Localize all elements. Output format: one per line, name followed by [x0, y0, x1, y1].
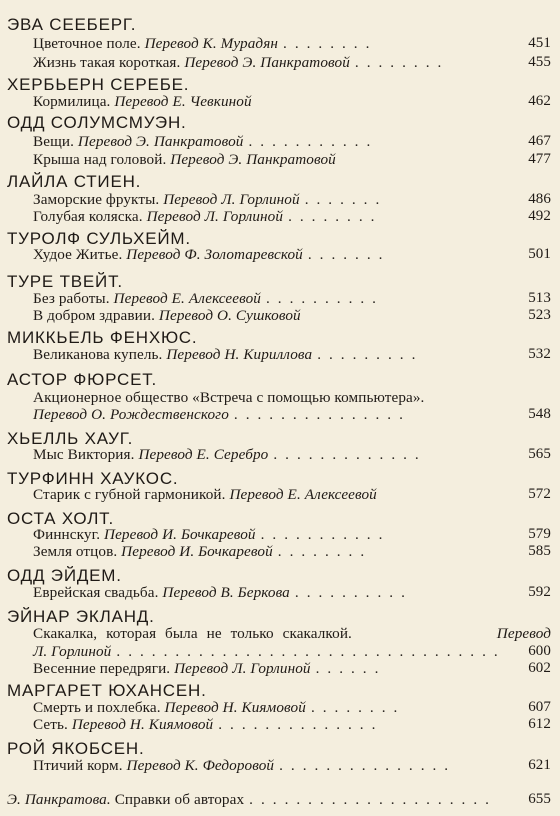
entry-title: Смерть и похлебка. — [33, 699, 161, 716]
leader-dots: ........ — [288, 208, 383, 225]
author-heading: ТУРЕ ТВЕЙТ. — [7, 272, 123, 291]
entry-title: Худое Житье. — [33, 246, 123, 263]
entry-title: Заморские фрукты. — [33, 191, 160, 208]
page-number: 451 — [528, 35, 551, 51]
leader-dots: ............... — [279, 757, 457, 774]
leader-dots: .............. — [218, 716, 384, 733]
leader-dots: ....... — [304, 191, 388, 208]
page-number: 532 — [528, 346, 551, 362]
entry-translator: Перевод Е. Алексеевой — [229, 486, 377, 503]
page-number: 602 — [528, 660, 551, 676]
toc-entry — [33, 34, 551, 53]
entry-title: Земля отцов. — [33, 543, 118, 560]
entry-translator: Перевод О. Рождественского — [33, 406, 229, 423]
author-heading: ТУРОЛФ СУЛЬХЕЙМ. — [7, 229, 191, 248]
toc-entry — [33, 345, 551, 364]
page-number: 455 — [528, 54, 551, 70]
entry-title: Еврейская свадьба. — [33, 584, 159, 601]
leader-dots: ................................. — [116, 643, 506, 660]
toc-entry — [33, 132, 551, 151]
entry-translator: Перевод О. Сушковой — [158, 307, 301, 324]
leader-dots: ........ — [277, 543, 373, 560]
entry-translator: Перевод Л. Горлиной — [146, 208, 284, 225]
entry-title: Крыша над головой. — [33, 151, 167, 168]
toc-entry — [33, 306, 551, 325]
author-heading: ОДД СОЛУМСМУЭН. — [7, 113, 187, 132]
entry-title: В добром здравии. — [33, 307, 155, 324]
author-heading: МИККЬЕЛЬ ФЕНХЮС. — [7, 328, 198, 347]
entry-translator: Перевод Э. Панкратовой — [170, 151, 336, 168]
leader-dots: ........ — [310, 699, 406, 716]
entry-translator: Перевод К. Мурадян — [144, 35, 279, 52]
leader-dots: ...... — [315, 660, 387, 677]
toc-entry — [33, 445, 551, 464]
entry-translator: Перевод Е. Чевкиной — [114, 93, 252, 110]
leader-dots: ........... — [260, 526, 391, 543]
entry-translator: Перевод Н. Киямовой — [164, 699, 306, 716]
author-heading: АСТОР ФЮРСЕТ. — [7, 370, 158, 389]
entry-translator: Перевод Н. Кириллова — [166, 346, 313, 363]
page-number: 579 — [528, 526, 551, 542]
author-heading: ТУРФИНН ХАУКОС. — [7, 469, 179, 488]
entry-title: Скакалка, которая была не только скакалкой. — [33, 625, 352, 642]
toc-entry — [33, 207, 551, 226]
toc-entry — [33, 542, 551, 561]
entry-translator: Перевод — [496, 625, 551, 642]
author-heading: ОСТА ХОЛТ. — [7, 509, 115, 528]
entry-title: Справки об авторах — [114, 791, 245, 808]
page-number: 585 — [528, 543, 551, 559]
page-number: 655 — [528, 791, 551, 807]
entry-title: Жизнь такая короткая. — [33, 54, 181, 71]
toc-entry-author-notes — [7, 790, 551, 809]
entry-title: Акционерное общество «Встреча с помощью компьютера». — [33, 389, 425, 406]
page-number: 492 — [528, 208, 551, 224]
page-number: 548 — [528, 406, 551, 422]
leader-dots: ....... — [307, 246, 391, 263]
author-heading: ЭЙНАР ЭКЛАНД. — [7, 607, 155, 626]
entry-translator: Перевод К. Федоровой — [126, 757, 275, 774]
toc-entry — [33, 405, 551, 424]
author-heading: ОДД ЭЙДЕМ. — [7, 566, 122, 585]
toc-entry — [33, 150, 551, 169]
page-number: 477 — [528, 151, 551, 167]
author-heading: МАРГАРЕТ ЮХАНСЕН. — [7, 681, 207, 700]
page-number: 572 — [528, 486, 551, 502]
entry-title: Птичий корм. — [33, 757, 123, 774]
entry-title: Кормилица. — [33, 93, 111, 110]
entry-translator: Перевод И. Бочкаревой — [121, 543, 273, 560]
entry-translator: Э. Панкратова. — [7, 791, 111, 808]
page-number: 486 — [528, 191, 551, 207]
entry-title: Мыс Виктория. — [33, 446, 135, 463]
entry-title: Сеть. — [33, 716, 68, 733]
leader-dots: ......... — [317, 346, 424, 363]
page-number: 513 — [528, 290, 551, 306]
leader-dots: .......... — [265, 290, 384, 307]
leader-dots: ........... — [248, 133, 379, 150]
entry-title: Цветочное поле. — [33, 35, 141, 52]
page-number: 467 — [528, 133, 551, 149]
leader-dots: ........ — [283, 35, 378, 52]
entry-translator: Перевод Е. Серебро — [138, 446, 269, 463]
toc-entry — [33, 659, 551, 678]
leader-dots: .......... — [294, 584, 413, 601]
leader-dots: ........ — [354, 54, 450, 71]
page-number: 607 — [528, 699, 551, 715]
entry-title: Старик с губной гармоникой. — [33, 486, 226, 503]
page-number: 565 — [528, 446, 551, 462]
author-heading: ХЕРБЬЕРН СЕРЕБЕ. — [7, 75, 190, 94]
author-heading: ХЬЕЛЛЬ ХАУГ. — [7, 429, 134, 448]
author-heading: ЛАЙЛА СТИЕН. — [7, 172, 142, 191]
entry-title: Великанова купель. — [33, 346, 163, 363]
leader-dots: ............... — [233, 406, 411, 423]
page-number: 612 — [528, 716, 551, 732]
entry-title: Финнскуг. — [33, 526, 101, 543]
toc-entry — [33, 485, 551, 504]
author-heading: ЭВА СЕЕБЕРГ. — [7, 15, 137, 34]
page-number: 621 — [528, 757, 551, 773]
toc-entry — [33, 715, 551, 734]
page-number: 592 — [528, 584, 551, 600]
toc-entry — [33, 583, 551, 602]
entry-translator: Л. Горлиной — [33, 643, 112, 660]
toc-entry — [33, 624, 551, 643]
entry-translator: Перевод И. Бочкаревой — [104, 526, 256, 543]
entry-translator: Перевод Л. Горлиной — [174, 660, 311, 677]
entry-translator: Перевод Э. Панкратовой — [184, 54, 350, 71]
entry-title: Весенние передряги. — [33, 660, 171, 677]
entry-translator: Перевод В. Беркова — [162, 584, 290, 601]
page-number: 462 — [528, 93, 551, 109]
leader-dots: ..................... — [249, 791, 497, 808]
entry-translator: Перевод Л. Горлиной — [163, 191, 300, 208]
entry-translator: Перевод Н. Киямовой — [71, 716, 214, 733]
toc-entry — [33, 53, 551, 72]
entry-title: Без работы. — [33, 290, 110, 307]
toc-entry — [33, 92, 551, 111]
entry-translator: Перевод Ф. Золотаревской — [126, 246, 303, 263]
leader-dots: ............. — [273, 446, 427, 463]
toc-entry — [33, 245, 551, 264]
entry-title: Голубая коляска. — [33, 208, 143, 225]
page-number: 600 — [528, 643, 551, 659]
author-heading: РОЙ ЯКОБСЕН. — [7, 739, 145, 758]
entry-title: Вещи. — [33, 133, 74, 150]
entry-translator: Перевод Э. Панкратовой — [77, 133, 244, 150]
page-number: 523 — [528, 307, 551, 323]
page-number: 501 — [528, 246, 551, 262]
entry-translator: Перевод Е. Алексеевой — [113, 290, 261, 307]
toc-entry — [33, 756, 551, 775]
